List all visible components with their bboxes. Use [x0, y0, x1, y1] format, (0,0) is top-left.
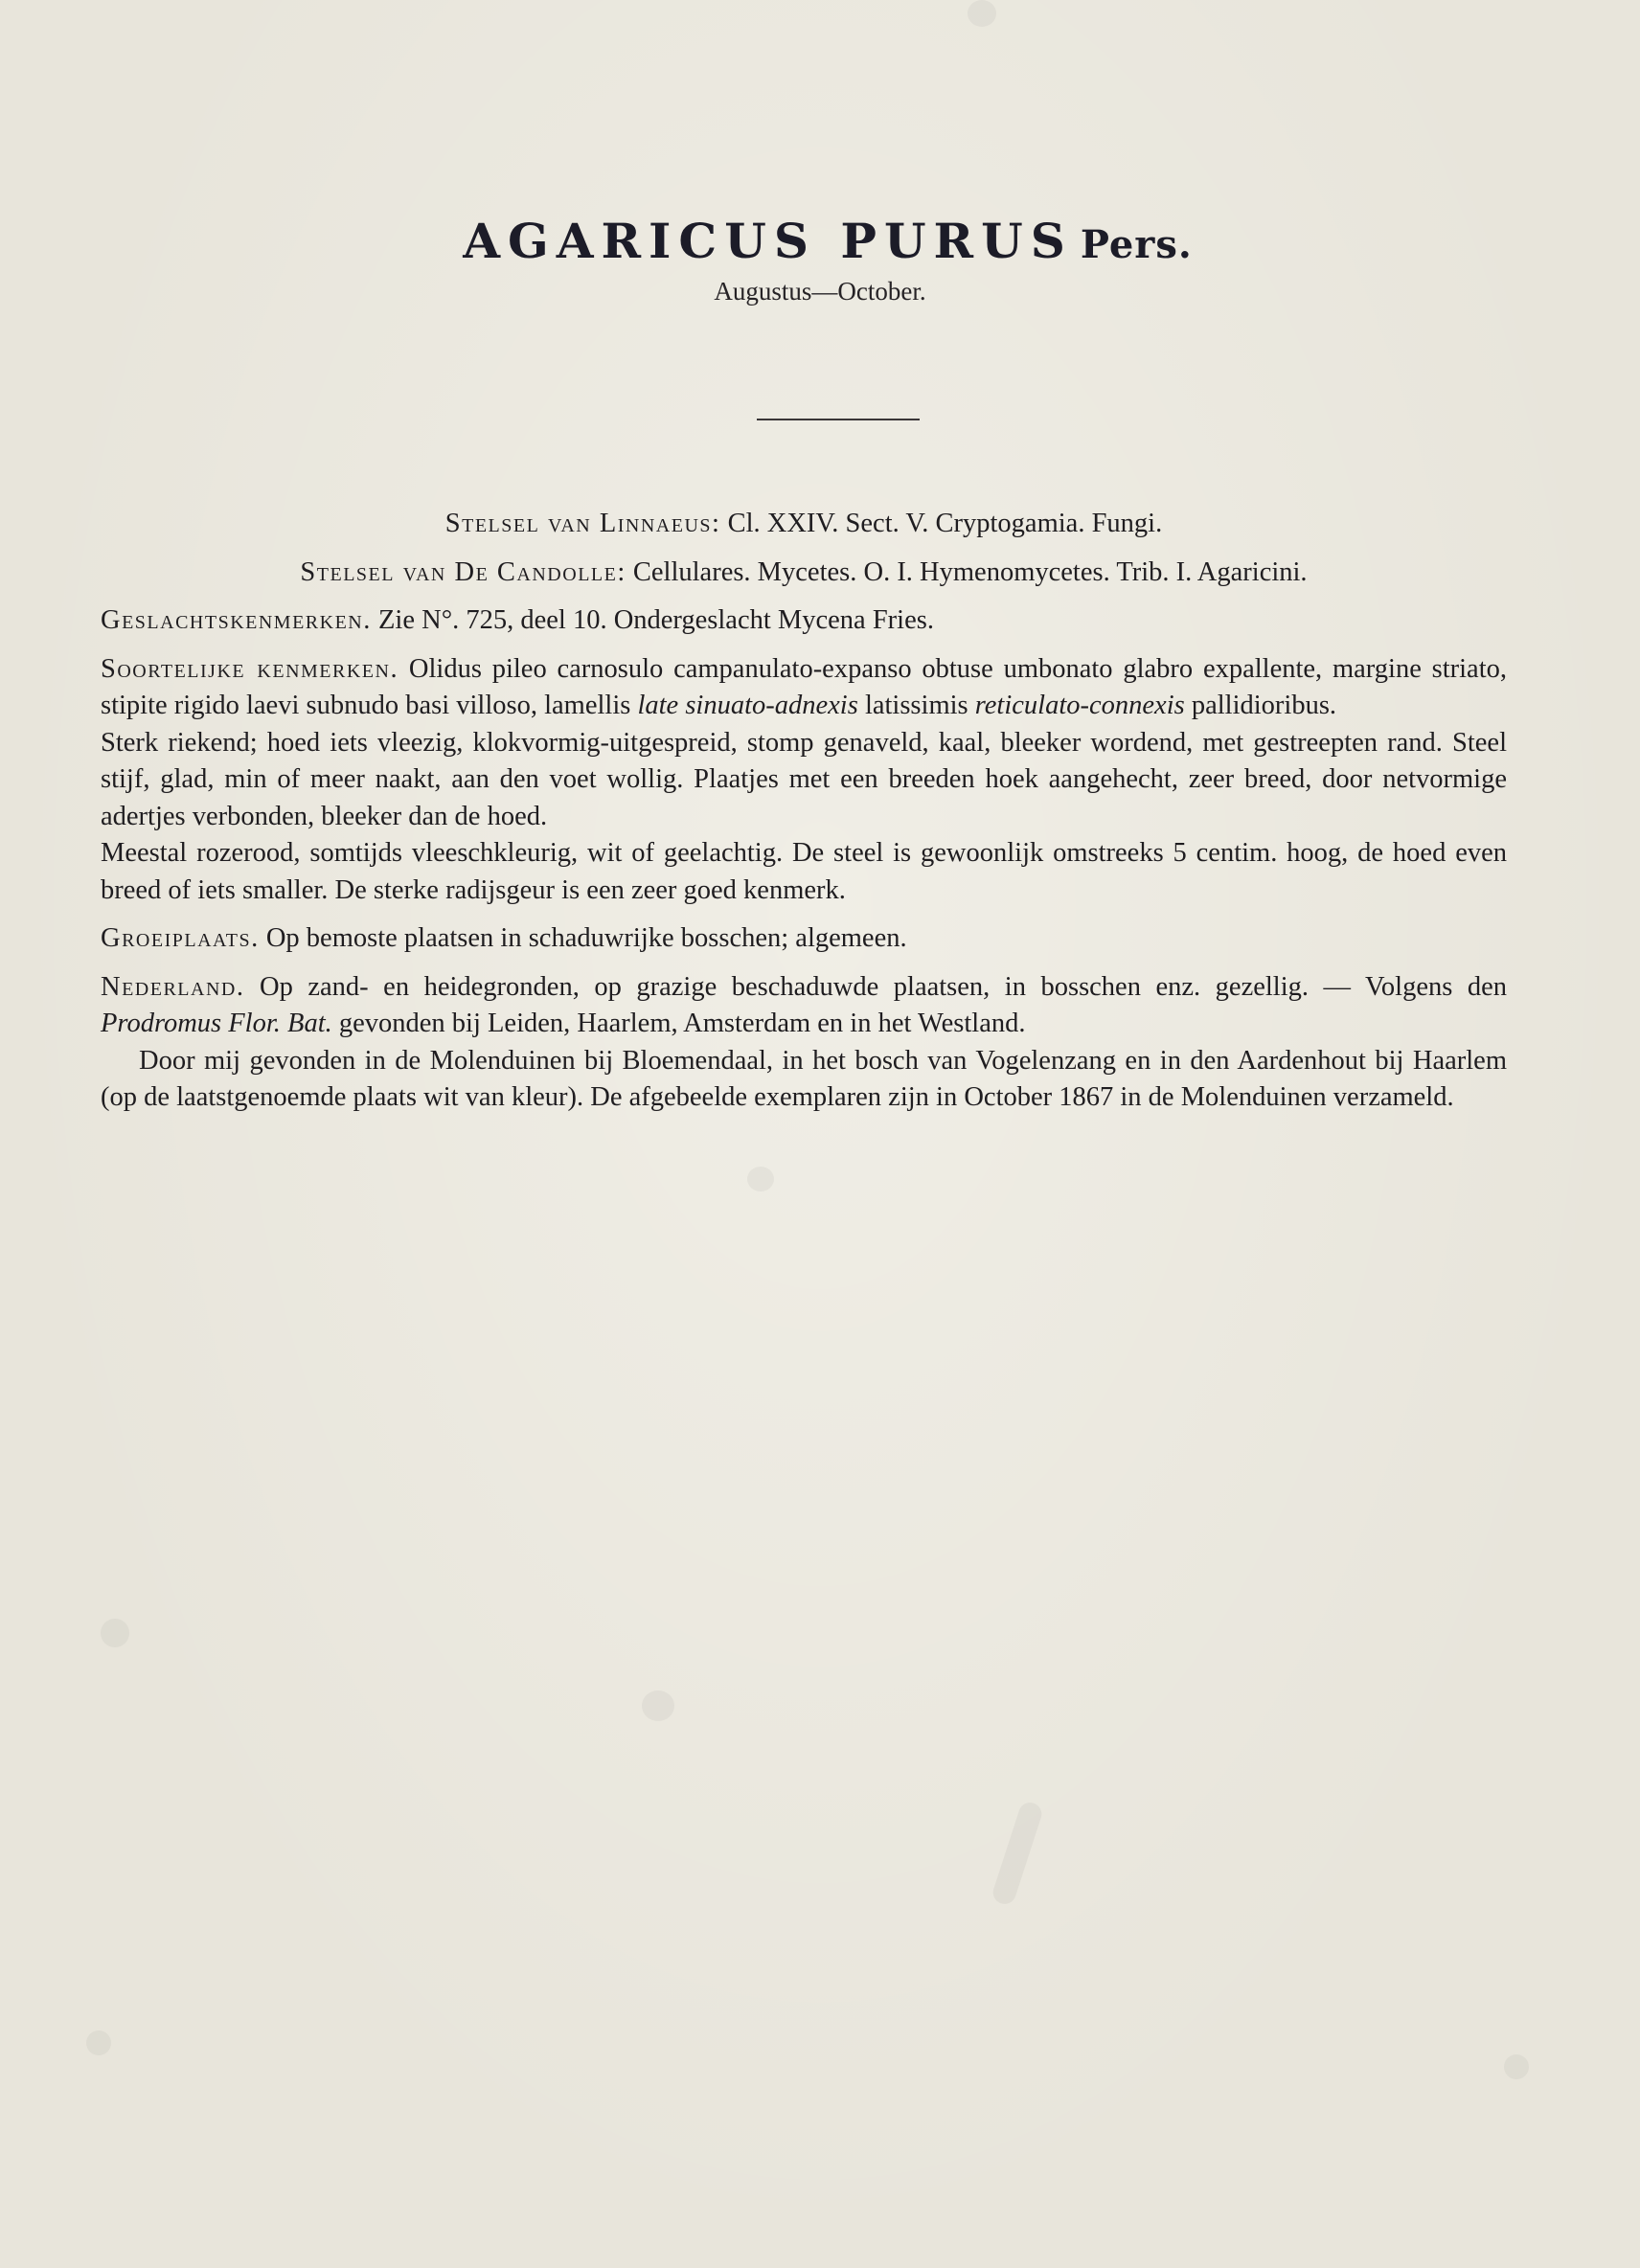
page-title [8, 213, 1640, 269]
netherlands-paragraph [101, 969, 1507, 1043]
species-paragraph [101, 651, 1507, 725]
species-label: Soortelijke kenmerken. [101, 653, 399, 684]
species-text-c: pallidioribus. [1191, 691, 1337, 720]
species-italic-a: late sinuato-adnexis [637, 691, 858, 720]
paper-stain [968, 0, 996, 27]
divider-rule [757, 419, 920, 420]
paper-stain [747, 1167, 774, 1191]
candolle-text: Cellulares. Mycetes. O. I. Hymenomycetes. Trib. I. Agaricini. [632, 556, 1308, 587]
body-text [101, 506, 1507, 1117]
title-author: Pers. [1080, 222, 1193, 267]
candolle-label: Stelsel van De Candolle: [300, 556, 626, 587]
netherlands-text-a: Op zand- en heidegronden, op grazige beschaduwde plaatsen, in bosschen enz. gezellig. — Volgens den [260, 971, 1508, 1002]
species-italic-b: reticulato-connexis [974, 691, 1185, 720]
linnaeus-line [101, 506, 1507, 543]
species-text-b: latissimis [864, 691, 968, 720]
candolle-line [101, 555, 1507, 592]
paper-stain [1504, 2054, 1529, 2079]
linnaeus-text: Cl. XXIV. Sect. V. Cryptogamia. Fungi. [727, 509, 1163, 538]
paper-stain [991, 1800, 1045, 1907]
description-paragraph-2: Meestal rozerood, somtijds vleeschkleurig, wit of geelachtig. De steel is gewoonlijk omstreeks 5 centim. hoog, de hoed even breed of iets smaller. De sterke radijsgeur is een zeer goed kenmerk. [101, 838, 1507, 905]
title-species: AGARICUS PURUS [463, 213, 1073, 269]
habitat-line [101, 920, 1507, 958]
netherlands-text-b: gevonden bij Leiden, Haarlem, Amsterdam en in het Westland. [338, 1009, 1026, 1038]
genus-line [101, 602, 1507, 640]
prodromus-citation: Prodromus Flor. Bat. [101, 1009, 332, 1038]
netherlands-label: Nederland. [101, 971, 245, 1002]
genus-label: Geslachtskenmerken. [101, 605, 372, 635]
paper-stain [642, 1690, 674, 1721]
header [0, 213, 1640, 306]
season-subtitle: Augustus—October. [714, 277, 926, 306]
linnaeus-label: Stelsel van Linnaeus: [444, 509, 721, 538]
species-text-a: Olidus pileo carnosulo campanulato-expanso obtuse umbonato glabro expallente, margine striato, stipite rigido laevi subnudo basi villoso, lamellis [101, 653, 1507, 720]
paper-stain [101, 1619, 129, 1647]
genus-text: Zie N°. 725, deel 10. Ondergeslacht Mycena Fries. [378, 605, 934, 635]
paper-stain [86, 2030, 111, 2055]
habitat-text: Op bemoste plaatsen in schaduwrijke bosschen; algemeen. [265, 923, 907, 953]
habitat-label: Groeiplaats. [101, 923, 260, 953]
netherlands-paragraph-2: Door mij gevonden in de Molenduinen bij Bloemendaal, in het bosch van Vogelenzang en in den Aardenhout bij Haarlem (op de laatstgenoemde plaats wit van kleur). De afgebeelde exemplaren zijn in October 1867 in de Molenduinen verzameld. [101, 1045, 1507, 1112]
description-paragraph-1: Sterk riekend; hoed iets vleezig, klokvormig-uitgespreid, stomp genaveld, kaal, bleeker wordend, met gestreepten rand. Steel stijf, glad, min of meer naakt, aan den voet wollig. Plaatjes met een breeden hoek aangehecht, zeer breed, door netvormige adertjes verbonden, bleeker dan de hoed. [101, 727, 1507, 831]
